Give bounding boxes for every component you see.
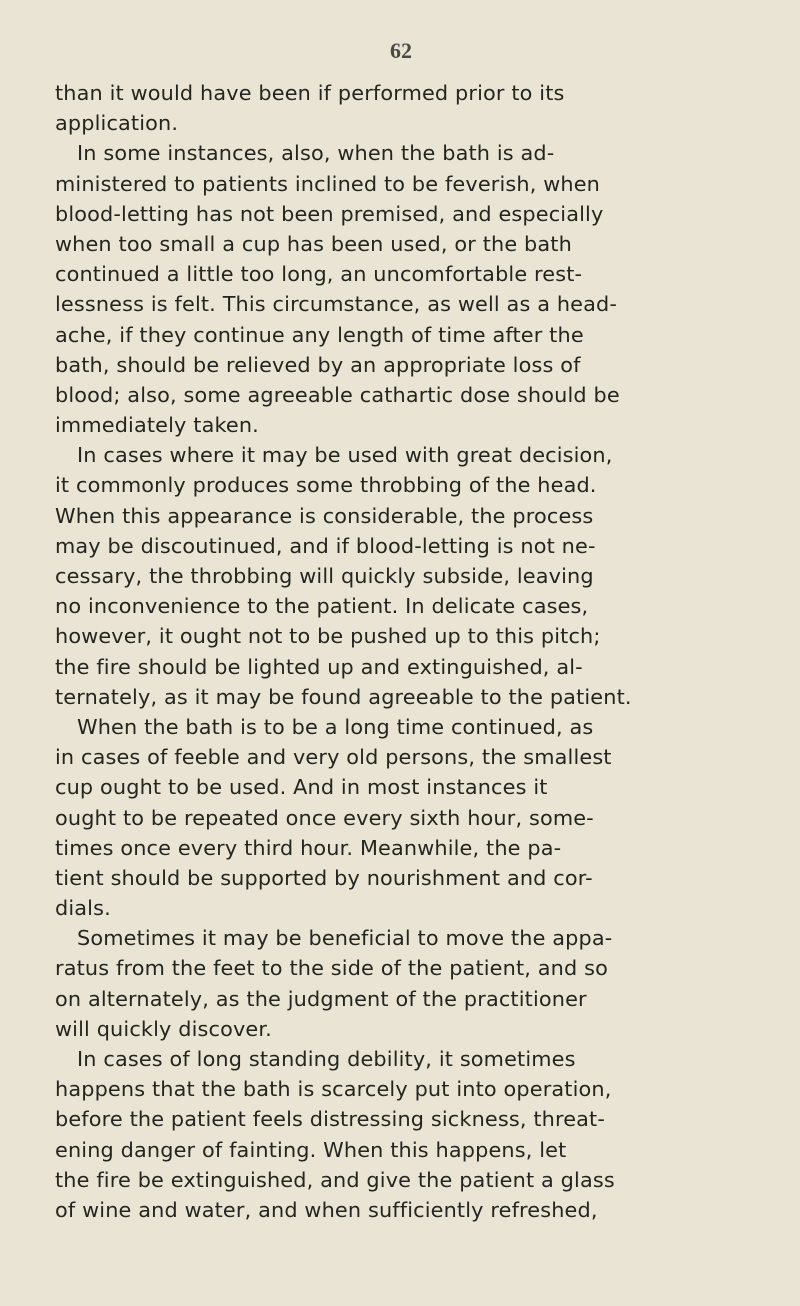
text-line: of wine and water, and when sufficiently refreshed, <box>55 1197 598 1222</box>
text-line: dials. <box>55 896 111 921</box>
text-line: lessness is felt. This circumstance, as well as a head- <box>55 292 618 317</box>
text-line: will quickly discover. <box>55 1016 272 1041</box>
text-line: ternately, as it may be found agreeable to the patient. <box>55 684 632 709</box>
text-line: Sometimes it may be beneficial to move the appa- <box>77 926 613 951</box>
text-line: however, it ought not to be pushed up to this pitch; <box>55 624 601 649</box>
text-line: blood-letting has not been premised, and especially <box>55 201 604 226</box>
text-line: ratus from the feet to the side of the patient, and so <box>55 956 608 981</box>
text-line: ought to be repeated once every sixth hour, some- <box>55 805 594 830</box>
text-line: tient should be supported by nourishment and cor- <box>55 865 593 890</box>
text-line: In cases of long standing debility, it sometimes <box>77 1047 576 1071</box>
text-line: the fire should be lighted up and extinguished, al- <box>55 654 583 679</box>
text-line: before the patient feels distressing sickness, threat- <box>55 1107 606 1132</box>
text-line: ministered to patients inclined to be feverish, when <box>55 171 601 196</box>
text-line: In cases where it may be used with great decision, <box>77 443 613 468</box>
text-line: ache, if they continue any length of time after the <box>55 322 584 347</box>
text-line: ening danger of fainting. When this happens, let <box>55 1137 567 1162</box>
text-line: no inconvenience to the patient. In delicate cases, <box>55 594 589 619</box>
text-line: times once every third hour. Meanwhile, the pa- <box>55 835 562 860</box>
text-line: than it would have been if performed prior to its <box>55 81 565 105</box>
text-line: In some instances, also, when the bath is ad- <box>77 141 555 166</box>
text-line: immediately taken. <box>55 413 259 438</box>
text-line: blood; also, some agreeable cathartic dose should be <box>55 382 620 407</box>
text-line: When the bath is to be a long time continued, as <box>77 714 594 739</box>
body-text <box>55 78 775 1225</box>
text-line: when too small a cup has been used, or the bath <box>55 231 572 256</box>
text-line: cup ought to be used. And in most instances it <box>55 775 548 800</box>
text-line: When this appearance is considerable, the process <box>55 503 594 528</box>
text-line: on alternately, as the judgment of the practitioner <box>55 986 587 1011</box>
page-number: 62 <box>390 38 412 63</box>
text-line: in cases of feeble and very old persons, the smallest <box>55 745 612 770</box>
text-line: the fire be extinguished, and give the patient a glass <box>55 1167 615 1192</box>
text-line: application. <box>55 111 179 136</box>
text-line: cessary, the throbbing will quickly subside, leaving <box>55 564 594 588</box>
text-line: may be discoutinued, and if blood-letting is not ne- <box>55 533 596 558</box>
text-line: continued a little too long, an uncomfortable rest- <box>55 262 583 287</box>
text-line: it commonly produces some throbbing of the head. <box>55 473 597 498</box>
text-line: bath, should be relieved by an appropriate loss of <box>55 352 581 377</box>
text-line: happens that the bath is scarcely put into operation, <box>55 1077 612 1102</box>
